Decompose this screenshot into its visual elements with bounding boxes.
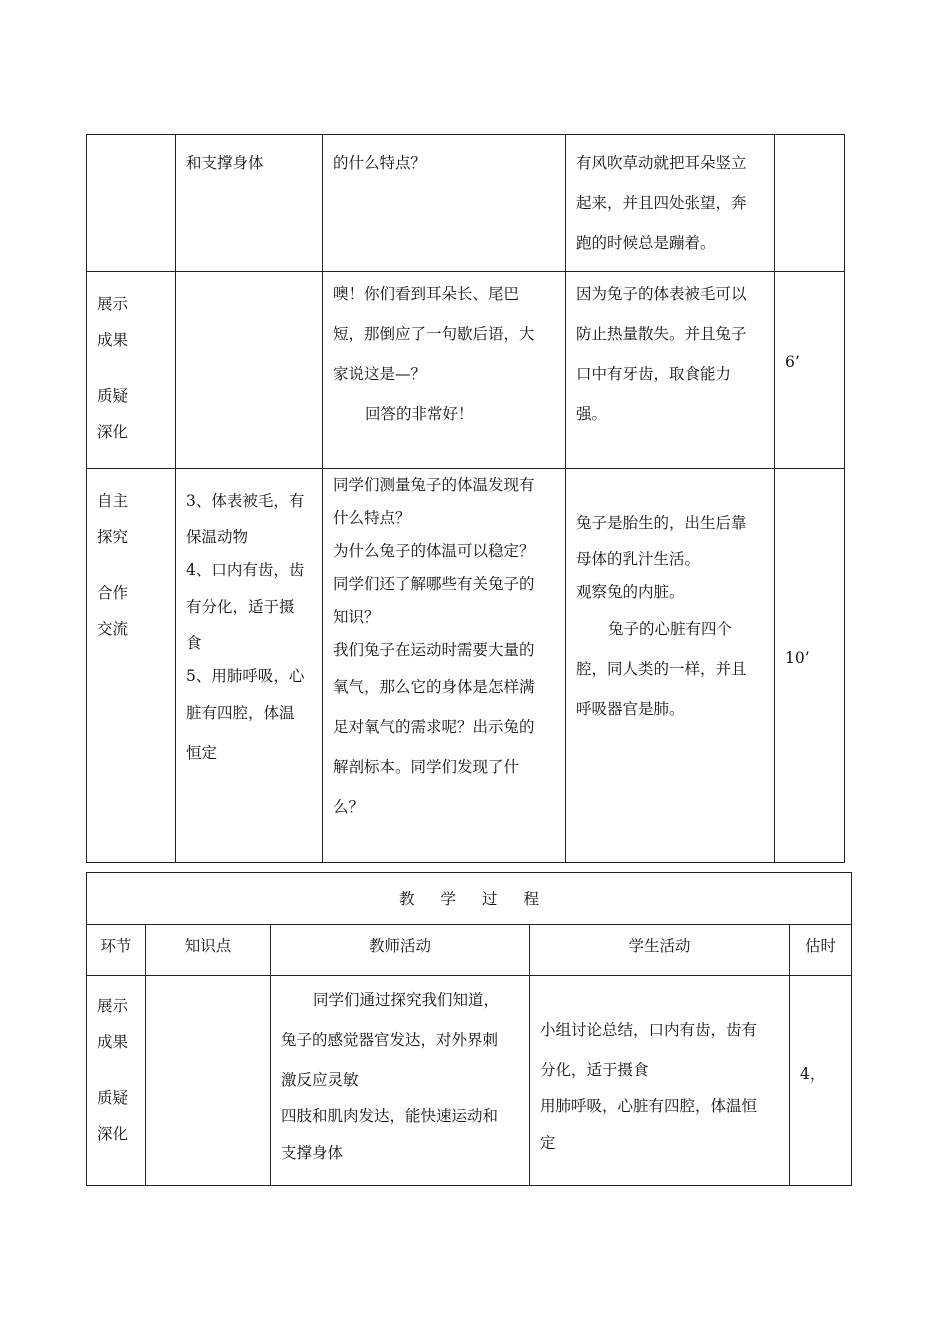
student-line: 分化，适于摄食 [540,1061,649,1079]
time-cell [775,272,845,469]
teacher-cell [323,469,566,863]
teacher-line: 噢！你们看到耳朵长、尾巴 [333,285,520,303]
knowledge-cell [176,272,323,469]
lesson-table-continued [86,134,845,863]
stage-line: 合作 [97,584,129,602]
teacher-line: 么？ [333,798,365,816]
header-cell [530,925,790,976]
teacher-line: 什么特点？ [333,509,411,527]
teacher-line: 同学们通过探究我们知道， [313,991,500,1009]
stage-cell [87,469,176,863]
student-line: 起来，并且四处张望，奔 [576,194,747,212]
teacher-cell [271,976,530,1186]
teacher-text: 的什么特点？ [333,154,427,172]
teacher-line: 解剖标本。同学们发现了什 [333,758,520,776]
student-line: 母体的乳汁生活。 [576,550,701,568]
knowledge-text: 和支撑身体 [186,154,264,172]
table-row [87,272,845,469]
header-teacher: 教师活动 [368,937,431,955]
knowledge-cell [176,469,323,863]
student-line: 跑的时候总是蹦着。 [576,234,716,252]
stage-line: 成果 [97,1033,129,1051]
teacher-line: 氧气，那么它的身体是怎样满 [333,678,535,696]
stage-cell [87,272,176,469]
header-time: 估时 [805,937,837,955]
knowledge-line: 脏有四腔，体温 [186,704,295,722]
stage-line: 成果 [97,331,129,349]
teacher-line: 激反应灵敏 [281,1071,359,1089]
student-line: 有风吹草动就把耳朵竖立 [576,154,747,172]
knowledge-line: 保温动物 [186,528,249,546]
title-cell [87,873,852,925]
teaching-process-table [86,872,852,1186]
stage-line: 展示 [97,295,129,313]
student-line: 兔子是胎生的，出生后靠 [576,514,747,532]
knowledge-line: 食 [186,634,202,652]
student-line: 用肺呼吸，心脏有四腔，体温恒 [540,1097,758,1115]
teacher-line: 足对氧气的需求呢？出示兔的 [333,718,535,736]
stage-line: 探究 [97,528,129,546]
teacher-line: 短，那倒应了一句歇后语，大 [333,325,535,343]
time-value: 10’ [785,648,810,667]
teacher-line: 同学们还了解哪些有关兔子的 [333,575,535,593]
time-cell [790,976,852,1186]
student-cell [530,976,790,1186]
teacher-line: 支撑身体 [281,1144,344,1162]
stage-line: 质疑 [97,1089,129,1107]
teacher-line: 我们兔子在运动时需要大量的 [333,641,535,659]
knowledge-cell [176,135,323,272]
stage-line: 展示 [97,997,129,1015]
student-line: 因为兔子的体表被毛可以 [576,285,747,303]
teacher-line: 回答的非常好！ [365,405,474,423]
student-line: 强。 [576,405,608,423]
stage-cell [87,976,146,1186]
knowledge-cell [146,976,271,1186]
table-row [87,976,852,1186]
teacher-line: 家说这是—？ [333,365,427,383]
teacher-line: 同学们测量兔子的体温发现有 [333,476,535,494]
student-cell [566,469,775,863]
header-cell [790,925,852,976]
header-student: 学生活动 [628,937,691,955]
stage-line: 深化 [97,1125,129,1143]
table-title-row [87,873,852,925]
header-cell [146,925,271,976]
teacher-line: 知识？ [333,608,380,626]
stage-line: 交流 [97,620,129,638]
time-value: 4， [800,1064,826,1083]
stage-line: 质疑 [97,387,129,405]
student-line: 呼吸器官是肺。 [576,700,685,718]
knowledge-line: 3、体表被毛，有 [186,492,305,510]
table-row [87,135,845,272]
student-cell [566,135,775,272]
stage-line: 深化 [97,423,129,441]
student-line: 口中有牙齿，取食能力 [576,365,732,383]
student-line: 定 [540,1134,556,1152]
student-line: 观察兔的内脏。 [576,583,685,601]
knowledge-line: 恒定 [186,744,218,762]
header-knowledge: 知识点 [184,937,232,955]
teacher-line: 兔子的感觉器官发达，对外界刺 [281,1031,499,1049]
teacher-line: 为什么兔子的体温可以稳定？ [333,542,535,560]
stage-cell [87,135,176,272]
time-value: 6’ [785,353,800,371]
student-line: 兔子的心脏有四个 [608,620,733,638]
teacher-line: 四肢和肌肉发达，能快速运动和 [281,1107,499,1125]
table-title: 教学过程 [399,890,566,908]
student-cell [566,272,775,469]
teacher-cell [323,135,566,272]
table-row [87,469,845,863]
student-line: 腔，同人类的一样，并且 [576,660,747,678]
student-line: 防止热量散失。并且兔子 [576,325,747,343]
knowledge-line: 有分化，适于摄 [186,598,295,616]
header-cell [87,925,146,976]
knowledge-line: 5、用肺呼吸，心 [186,667,305,685]
header-cell [271,925,530,976]
student-line: 小组讨论总结，口内有齿，齿有 [540,1021,758,1039]
stage-line: 自主 [97,492,129,510]
knowledge-line: 4、口内有齿，齿 [186,561,305,579]
time-cell [775,135,845,272]
time-cell [775,469,845,863]
teacher-cell [323,272,566,469]
header-stage: 环节 [100,937,132,955]
table-header-row [87,925,852,976]
